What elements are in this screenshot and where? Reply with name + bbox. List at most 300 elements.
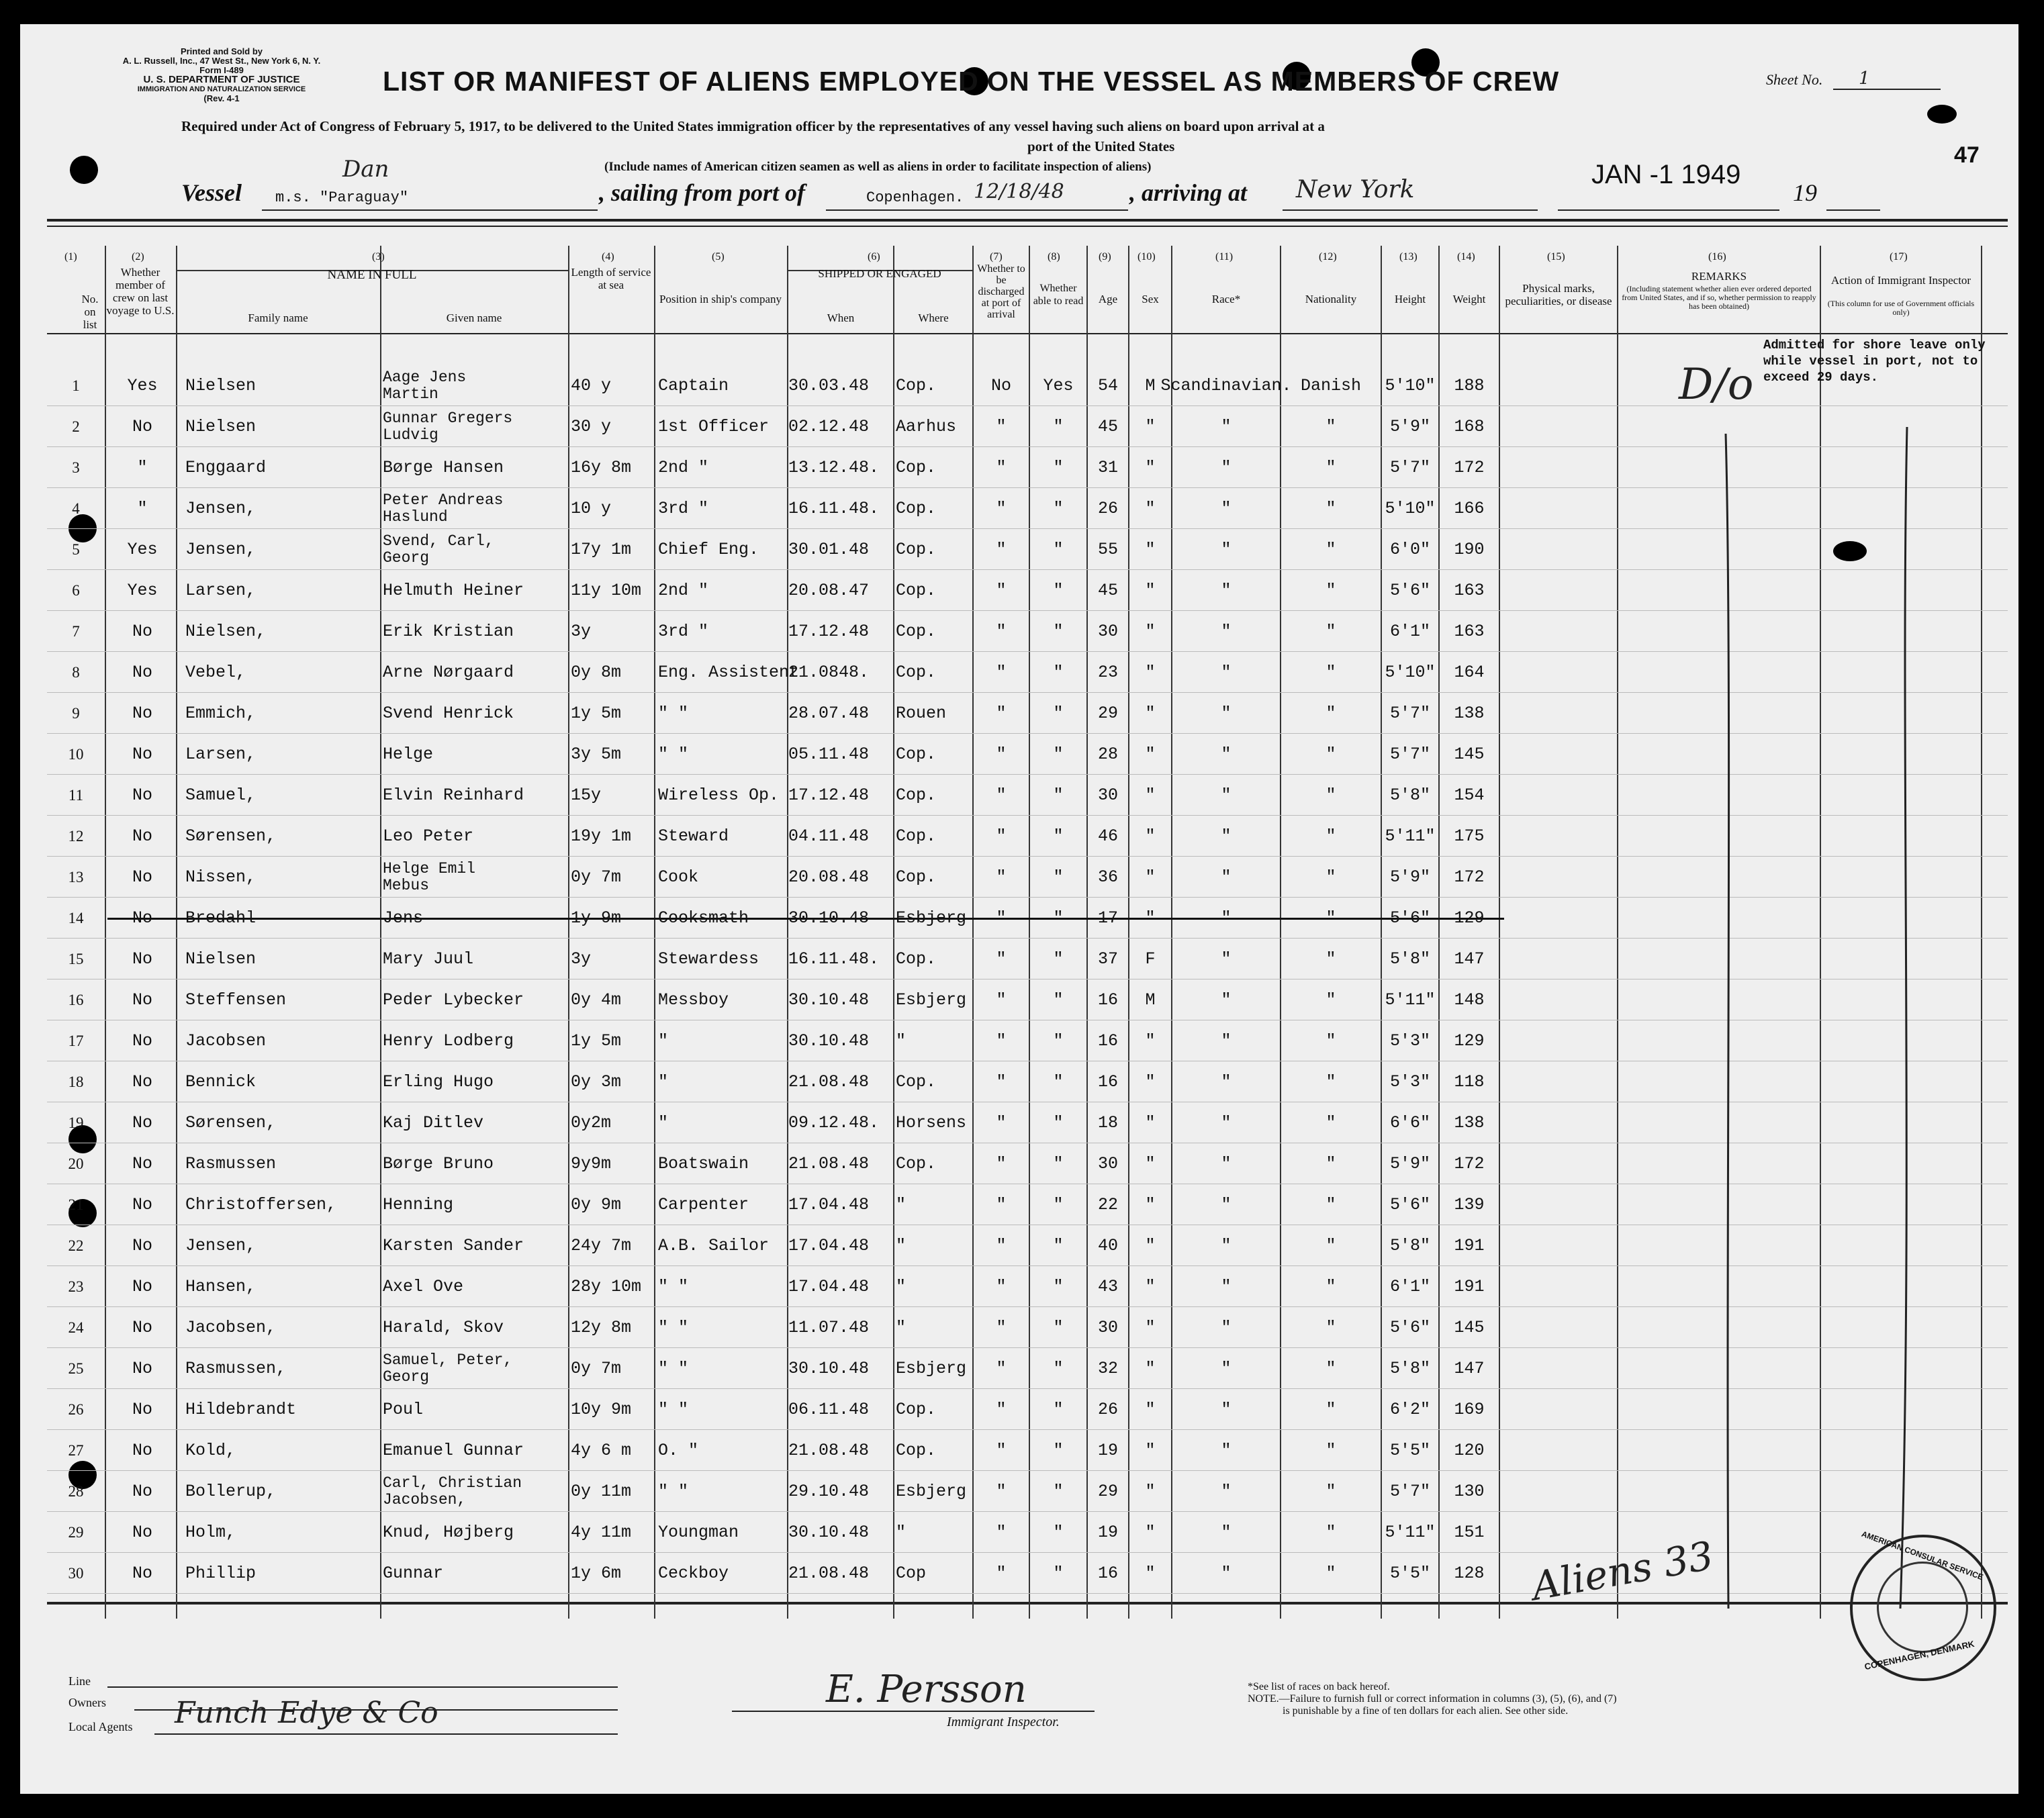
weight-cell: 172 [1454, 458, 1485, 477]
header-no-on-list: No. on list [81, 293, 99, 331]
family-name-cell: Nielsen [185, 417, 257, 436]
height-cell: 5'10" [1385, 376, 1436, 395]
given-name-cell [383, 1348, 571, 1389]
when-cell: 30.10.48 [788, 1523, 870, 1542]
where-cell: Esbjerg [896, 1359, 967, 1378]
inspector-label: Immigrant Inspector. [947, 1715, 1060, 1729]
footer-note: *See list of races on back hereof. [1248, 1681, 1390, 1692]
age-cell: 45 [1097, 581, 1118, 600]
sex-cell: " [1145, 785, 1156, 805]
position-cell: " [658, 1031, 669, 1051]
family-name-cell: Bennick [185, 1072, 257, 1092]
given-name-cell: Mary Juul [383, 949, 474, 969]
where-cell: " [896, 1031, 907, 1051]
last-voyage-cell: No [132, 867, 152, 887]
row-number: 2 [72, 418, 80, 435]
position-cell: O. " [658, 1441, 699, 1460]
given-name-cell: Axel Ove [383, 1277, 464, 1296]
arriving-port: New York [1296, 176, 1415, 203]
printer-line: Form I-489 [199, 65, 244, 75]
discharged-cell: " [996, 1564, 1007, 1583]
position-cell: " " [658, 1359, 689, 1378]
family-name-cell: Hansen, [185, 1277, 257, 1296]
given-name-cell [383, 1471, 571, 1512]
last-voyage-cell: No [132, 704, 152, 723]
header-remarks-note: (Including statement whether alien ever ordered deported from United States, and if so, whether permission to reapply has been obtained) [1622, 284, 1816, 311]
height-cell: 5'6" [1389, 908, 1430, 928]
service-cell: 0y 11m [571, 1482, 632, 1501]
family-name-cell: Nielsen, [185, 622, 267, 641]
remarks-handwritten: D/o [1679, 360, 1754, 410]
seal-text-top: AMERICAN CONSULAR SERVICE [1860, 1529, 1985, 1582]
row-number: 29 [68, 1523, 84, 1541]
where-cell: Cop [896, 1564, 927, 1583]
read-cell: " [1053, 1195, 1064, 1214]
family-name-cell: Christoffersen, [185, 1195, 337, 1214]
when-cell: 13.12.48. [788, 458, 880, 477]
read-cell: " [1053, 785, 1064, 805]
position-cell: Cooksmath [658, 908, 749, 928]
position-cell: 3rd " [658, 499, 709, 518]
family-name-cell: Sørensen, [185, 1113, 277, 1133]
discharged-cell: " [996, 1318, 1007, 1337]
height-cell: 5'9" [1389, 417, 1430, 436]
height-cell: 5'11" [1385, 826, 1436, 846]
discharged-cell: " [996, 540, 1007, 559]
position-cell: 3rd " [658, 622, 709, 641]
height-cell: 6'2" [1389, 1400, 1430, 1419]
family-name-cell: Jacobsen [185, 1031, 267, 1051]
age-cell: 54 [1097, 376, 1118, 395]
last-voyage-cell: No [132, 1154, 152, 1174]
discharged-cell: " [996, 826, 1007, 846]
printer-block [81, 47, 363, 103]
family-name-cell: Jensen, [185, 499, 257, 518]
where-cell: Cop. [896, 581, 937, 600]
printer-line: A. L. Russell, Inc., 47 West St., New York 6, N. Y. [122, 56, 321, 66]
height-cell: 5'6" [1389, 581, 1430, 600]
family-name-cell: Larsen, [185, 581, 257, 600]
read-cell: " [1053, 458, 1064, 477]
discharged-cell: " [996, 1441, 1007, 1460]
last-voyage-cell: Yes [127, 540, 158, 559]
last-voyage-cell: No [132, 1277, 152, 1296]
height-cell: 5'5" [1389, 1564, 1430, 1583]
where-cell: " [896, 1236, 907, 1255]
nationality-cell: " [1326, 1277, 1336, 1296]
header-shipped-engaged: SHIPPED OR ENGAGED [818, 267, 941, 280]
read-cell: " [1053, 1154, 1064, 1174]
height-cell: 5'5" [1389, 1441, 1430, 1460]
where-cell: Horsens [896, 1113, 967, 1133]
discharged-cell: " [996, 1031, 1007, 1051]
where-cell: Cop. [896, 949, 937, 969]
height-cell: 5'7" [1389, 458, 1430, 477]
vessel-underline [262, 209, 598, 211]
where-cell: Cop. [896, 663, 937, 682]
service-cell: 3y [571, 622, 592, 641]
header-action-note: (This column for use of Government officials only) [1827, 299, 1975, 317]
when-cell: 04.11.48 [788, 826, 870, 846]
read-cell: " [1053, 949, 1064, 969]
family-name-cell: Jacobsen, [185, 1318, 277, 1337]
race-cell: " [1221, 499, 1232, 518]
remarks-note [1763, 337, 1986, 385]
sheet-underline [1833, 89, 1941, 90]
last-voyage-cell: No [132, 826, 152, 846]
nationality-cell: " [1326, 1564, 1336, 1583]
when-cell: 21.08.48 [788, 1441, 870, 1460]
weight-cell: 128 [1454, 1564, 1485, 1583]
column-number: (16) [1708, 251, 1726, 262]
header-weight: Weight [1452, 293, 1486, 305]
where-cell: Cop. [896, 867, 937, 887]
height-cell: 5'10" [1385, 499, 1436, 518]
position-cell: 2nd " [658, 581, 709, 600]
discharged-cell: " [996, 1400, 1007, 1419]
sailing-port: Copenhagen. [866, 189, 964, 206]
discharged-cell: " [996, 1482, 1007, 1501]
read-cell: " [1053, 1359, 1064, 1378]
height-cell: 5'11" [1385, 990, 1436, 1010]
last-voyage-cell: No [132, 949, 152, 969]
row-number: 20 [68, 1155, 84, 1172]
position-cell: " " [658, 1482, 689, 1501]
sex-cell: " [1145, 663, 1156, 682]
given-name-cell [383, 857, 571, 898]
age-cell: 36 [1097, 867, 1118, 887]
header-length-of-service: Length of service at sea [571, 266, 651, 291]
header-height: Height [1394, 293, 1426, 305]
given-name-cell: Arne Nørgaard [383, 663, 514, 682]
read-cell: " [1053, 1400, 1064, 1419]
weight-cell: 118 [1454, 1072, 1485, 1092]
given-name-cell: Henning [383, 1195, 454, 1214]
read-cell: " [1053, 745, 1064, 764]
discharged-cell: " [996, 867, 1007, 887]
nationality-cell: " [1326, 663, 1336, 682]
when-cell: 30.10.48 [788, 908, 870, 928]
punch-hole [70, 156, 98, 184]
race-cell: " [1221, 1277, 1232, 1296]
sex-cell: " [1145, 417, 1156, 436]
row-number: 16 [68, 991, 84, 1008]
age-cell: 32 [1097, 1359, 1118, 1378]
read-cell: " [1053, 1277, 1064, 1296]
given-name-cell: Elvin Reinhard [383, 785, 524, 805]
footer-agents-label: Local Agents [68, 1720, 133, 1733]
height-cell: 5'8" [1389, 1359, 1430, 1378]
position-cell: " " [658, 745, 689, 764]
position-cell: Chief Eng. [658, 540, 759, 559]
remarks-bracket-lines [1699, 414, 1927, 1622]
where-cell: Cop. [896, 376, 937, 395]
discharged-cell: " [996, 1359, 1007, 1378]
where-cell: Aarhus [896, 417, 957, 436]
age-cell: 26 [1097, 1400, 1118, 1419]
age-cell: 19 [1097, 1523, 1118, 1542]
when-cell: 30.03.48 [788, 376, 870, 395]
service-cell: 1y 9m [571, 908, 622, 928]
nationality-cell: " [1326, 417, 1336, 436]
when-cell: 30.10.48 [788, 1359, 870, 1378]
service-cell: 3y 5m [571, 745, 622, 764]
age-cell: 19 [1097, 1441, 1118, 1460]
when-cell: 16.11.48. [788, 949, 880, 969]
discharged-cell: " [996, 949, 1007, 969]
race-cell: " [1221, 1400, 1232, 1419]
position-cell: Ceckboy [658, 1564, 729, 1583]
service-cell: 1y 6m [571, 1564, 622, 1583]
position-cell: Eng. Assistent [658, 663, 800, 682]
footer-line-rule [107, 1686, 618, 1688]
service-cell: 19y 1m [571, 826, 632, 846]
age-cell: 29 [1097, 1482, 1118, 1501]
age-cell: 37 [1097, 949, 1118, 969]
column-number: (2) [132, 251, 144, 262]
position-cell: 1st Officer [658, 417, 770, 436]
service-cell: 4y 11m [571, 1523, 632, 1542]
last-voyage-cell: No [132, 1564, 152, 1583]
last-voyage-cell: No [132, 990, 152, 1010]
service-cell: 16y 8m [571, 458, 632, 477]
read-cell: " [1053, 1564, 1064, 1583]
nationality-cell: " [1326, 1072, 1336, 1092]
given-name-cell: Gunnar [383, 1564, 444, 1583]
sailing-date: 12/18/48 [974, 180, 1064, 203]
service-cell: 24y 7m [571, 1236, 632, 1255]
family-name-cell: Steffensen [185, 990, 287, 1010]
height-cell: 5'7" [1389, 1482, 1430, 1501]
row-number: 9 [72, 704, 80, 722]
family-name-cell: Larsen, [185, 745, 257, 764]
service-cell: 0y 4m [571, 990, 622, 1010]
weight-cell: 172 [1454, 1154, 1485, 1174]
column-number: (4) [602, 251, 614, 262]
row-number: 27 [68, 1441, 84, 1459]
where-cell: Cop. [896, 785, 937, 805]
height-cell: 5'6" [1389, 1195, 1430, 1214]
header-bottom-rule [47, 333, 2008, 334]
race-cell: " [1221, 540, 1232, 559]
column-number: (3) [372, 251, 385, 262]
nationality-cell: " [1326, 622, 1336, 641]
nationality-cell: " [1326, 1318, 1336, 1337]
discharged-cell: " [996, 458, 1007, 477]
service-cell: 1y 5m [571, 1031, 622, 1051]
sex-cell: M [1145, 376, 1156, 395]
race-cell: " [1221, 1441, 1232, 1460]
year-prefix: 19 [1793, 179, 1817, 206]
service-cell: 10 y [571, 499, 612, 518]
sex-cell: " [1145, 826, 1156, 846]
last-voyage-cell: No [132, 1195, 152, 1214]
weight-cell: 120 [1454, 1441, 1485, 1460]
read-cell: Yes [1043, 376, 1074, 395]
weight-cell: 172 [1454, 867, 1485, 887]
row-number: 13 [68, 868, 84, 886]
weight-cell: 168 [1454, 417, 1485, 436]
row-number: 1 [72, 377, 80, 394]
where-cell: " [896, 1277, 907, 1296]
given-name-cell: Leo Peter [383, 826, 474, 846]
height-cell: 5'9" [1389, 1154, 1430, 1174]
when-cell: 05.11.48 [788, 745, 870, 764]
age-cell: 45 [1097, 417, 1118, 436]
nationality-cell: " [1326, 990, 1336, 1010]
row-number: 11 [68, 786, 84, 804]
position-cell: Wireless Op. [658, 785, 780, 805]
subtitle-line: Required under Act of Congress of February 5, 1917, to be delivered to the United States immigration officer by the representatives of any vessel having such aliens on board upon arrival at a [181, 118, 1325, 134]
age-cell: 30 [1097, 1318, 1118, 1337]
given-name-line: Haslund [383, 508, 448, 526]
consular-seal-stamp [1850, 1529, 1996, 1681]
nationality-cell: " [1326, 1400, 1336, 1419]
where-cell: Cop. [896, 745, 937, 764]
given-name-cell: Erik Kristian [383, 622, 514, 641]
page-number: 47 [1954, 142, 1980, 168]
discharged-cell: " [996, 581, 1007, 600]
age-cell: 16 [1097, 1564, 1118, 1583]
date-underline [1558, 209, 1779, 211]
row-number: 26 [68, 1400, 84, 1418]
nationality-cell: " [1326, 581, 1336, 600]
discharged-cell: " [996, 622, 1007, 641]
when-cell: 21.08.48 [788, 1564, 870, 1583]
sex-cell: " [1145, 1236, 1156, 1255]
when-cell: 17.04.48 [788, 1195, 870, 1214]
height-cell: 5'8" [1389, 785, 1430, 805]
header-nationality: Nationality [1305, 293, 1357, 305]
weight-cell: 148 [1454, 990, 1485, 1010]
footer-agents-rule [154, 1733, 618, 1735]
nationality-cell: " [1326, 540, 1336, 559]
when-cell: 29.10.48 [788, 1482, 870, 1501]
when-cell: 17.04.48 [788, 1236, 870, 1255]
service-cell: 0y 7m [571, 1359, 622, 1378]
year-underline [1826, 209, 1880, 211]
date-stamp: JAN -1 1949 [1591, 160, 1741, 189]
nationality-cell: " [1326, 1113, 1336, 1133]
read-cell: " [1053, 622, 1064, 641]
when-cell: 21.0848. [788, 663, 870, 682]
read-cell: " [1053, 499, 1064, 518]
table-top-rule [47, 219, 2008, 222]
race-cell: " [1221, 1482, 1232, 1501]
when-cell: 02.12.48 [788, 417, 870, 436]
row-number: 8 [72, 663, 80, 681]
inspector-rule [732, 1711, 1095, 1712]
family-name-cell: Sørensen, [185, 826, 277, 846]
row-number: 14 [68, 909, 84, 926]
when-cell: 16.11.48. [788, 499, 880, 518]
discharged-cell: " [996, 1154, 1007, 1174]
weight-cell: 154 [1454, 785, 1485, 805]
discharged-cell: " [996, 990, 1007, 1010]
race-cell: " [1221, 1318, 1232, 1337]
discharged-cell: " [996, 663, 1007, 682]
last-voyage-cell: No [132, 417, 152, 436]
read-cell: " [1053, 1113, 1064, 1133]
vessel-name: m.s. "Paraguay" [275, 189, 409, 206]
age-cell: 55 [1097, 540, 1118, 559]
nationality-cell: " [1326, 1195, 1336, 1214]
given-name-line: Ludvig [383, 426, 438, 444]
age-cell: 30 [1097, 1154, 1118, 1174]
header-given-name: Given name [446, 312, 502, 324]
weight-cell: 191 [1454, 1236, 1485, 1255]
sex-cell: F [1145, 949, 1156, 969]
read-cell: " [1053, 1482, 1064, 1501]
nationality-cell: " [1326, 826, 1336, 846]
when-cell: 11.07.48 [788, 1318, 870, 1337]
footer-owners-label: Owners [68, 1696, 106, 1709]
header-position: Position in ship's company [659, 293, 782, 305]
sex-cell: " [1145, 540, 1156, 559]
given-name-cell: Karsten Sander [383, 1236, 524, 1255]
header-able-to-read: Whether able to read [1033, 283, 1084, 307]
sex-cell: " [1145, 1072, 1156, 1092]
family-name-cell: Rasmussen, [185, 1359, 287, 1378]
discharged-cell: " [996, 499, 1007, 518]
sex-cell: " [1145, 1154, 1156, 1174]
discharged-cell: " [996, 1277, 1007, 1296]
header-last-voyage: Whether member of crew on last voyage to U.S. [106, 266, 175, 317]
read-cell: " [1053, 417, 1064, 436]
race-cell: " [1221, 1154, 1232, 1174]
family-name-cell: Nissen, [185, 867, 257, 887]
when-cell: 21.08.48 [788, 1072, 870, 1092]
seal-center [1877, 1562, 1968, 1653]
given-name-cell: Helge [383, 745, 434, 764]
discharged-cell: " [996, 785, 1007, 805]
nationality-cell: " [1326, 867, 1336, 887]
where-cell: " [896, 1523, 907, 1542]
when-cell: 30.10.48 [788, 990, 870, 1010]
height-cell: 6'0" [1389, 540, 1430, 559]
last-voyage-cell: No [132, 622, 152, 641]
service-cell: 15y [571, 785, 602, 805]
row-number: 30 [68, 1564, 84, 1582]
given-name-line: Svend, Carl, [383, 532, 494, 550]
given-name-line: Carl, Christian [383, 1474, 522, 1492]
where-cell: " [896, 1195, 907, 1214]
service-cell: 3y [571, 949, 592, 969]
service-cell: 1y 5m [571, 704, 622, 723]
position-cell: Captain [658, 376, 729, 395]
header-sex: Sex [1142, 293, 1159, 305]
when-cell: 17.04.48 [788, 1277, 870, 1296]
last-voyage-cell: No [132, 785, 152, 805]
sex-cell: " [1145, 908, 1156, 928]
weight-cell: 138 [1454, 704, 1485, 723]
sex-cell: " [1145, 499, 1156, 518]
weight-cell: 188 [1454, 376, 1485, 395]
given-name-line: Georg [383, 548, 430, 567]
where-cell: Esbjerg [896, 1482, 967, 1501]
where-cell: Cop. [896, 1072, 937, 1092]
sex-cell: " [1145, 581, 1156, 600]
nationality-cell: " [1326, 1031, 1336, 1051]
weight-cell: 163 [1454, 622, 1485, 641]
where-cell: Esbjerg [896, 990, 967, 1010]
given-name-cell: Svend Henrick [383, 704, 514, 723]
height-cell: 5'8" [1389, 1236, 1430, 1255]
weight-cell: 129 [1454, 1031, 1485, 1051]
race-cell: " [1221, 1031, 1232, 1051]
weight-cell: 138 [1454, 1113, 1485, 1133]
nationality-cell: " [1326, 1441, 1336, 1460]
